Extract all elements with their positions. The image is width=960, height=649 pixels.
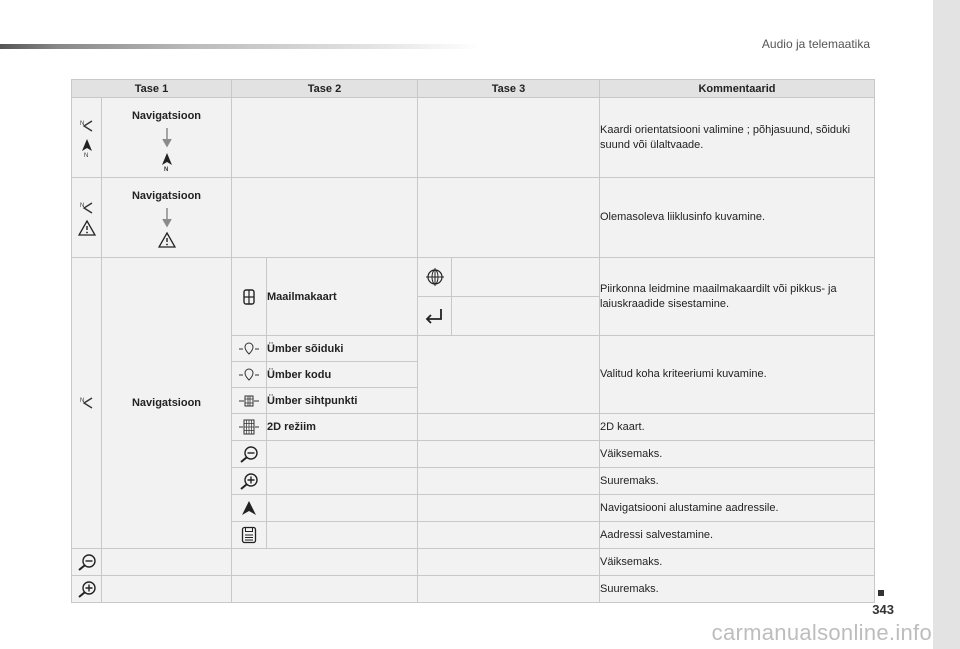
level1-nav-cell [102, 98, 232, 178]
location-pin-icon [238, 367, 260, 383]
empty-cell [102, 549, 232, 576]
empty-cell [452, 297, 600, 336]
save-icon [241, 526, 257, 544]
globe-icon-cell [418, 258, 452, 297]
comment-cell: 2D kaart. [600, 414, 875, 441]
comment-cell: Valitud koha kriteeriumi kuvamine. [600, 336, 875, 414]
table-row [72, 549, 875, 576]
around-destination-label: Ümber sihtpunkti [267, 388, 418, 414]
table-row [72, 178, 875, 258]
empty-cell [232, 576, 418, 603]
empty-cell [418, 468, 600, 495]
svg-text:N: N [163, 167, 168, 172]
navigation-label: Navigatsioon [131, 397, 202, 409]
location-icon-cell [232, 362, 267, 388]
comment-cell: Piirkonna leidmine maailmakaardilt või pikkus- ja laiuskraadide sisestamine. [600, 258, 875, 336]
save-icon-cell [232, 522, 267, 549]
mode-2d-label: 2D režiim [267, 414, 418, 441]
page-marker [878, 590, 884, 596]
warning-triangle-icon [78, 220, 96, 236]
header-level-1: Tase 1 [72, 80, 232, 98]
target-grid-icon [238, 393, 260, 409]
header-gradient-bar [0, 44, 480, 49]
svg-text:N: N [83, 152, 88, 158]
return-icon-cell [418, 297, 452, 336]
empty-cell [418, 414, 600, 441]
empty-cell [418, 495, 600, 522]
world-map-icon [240, 288, 258, 306]
page-number: 343 [872, 602, 894, 617]
comment-cell: Olemasoleva liiklusinfo kuvamine. [600, 178, 875, 258]
zoom-out-icon-cell [72, 549, 102, 576]
globe-grid-icon [425, 267, 445, 287]
section-title: Audio ja telemaatika [761, 37, 870, 51]
zoom-in-icon [76, 580, 98, 598]
table-row [72, 576, 875, 603]
navigation-map-icon [79, 395, 95, 411]
level1-icon-cell [72, 98, 102, 178]
header-level-3: Tase 3 [418, 80, 600, 98]
empty-cell [418, 178, 600, 258]
world-map-icon-cell [232, 258, 267, 336]
north-arrow-icon [80, 138, 94, 158]
empty-cell [267, 468, 418, 495]
level1-icon-cell [72, 178, 102, 258]
around-vehicle-label: Ümber sõiduki [267, 336, 418, 362]
empty-cell [418, 441, 600, 468]
comment-cell: Kaardi orientatsiooni valimine ; põhjasuund, sõiduki suund või ülaltvaade. [600, 98, 875, 178]
north-arrow-icon [160, 152, 174, 172]
grid-2d-icon [238, 418, 260, 436]
grid-icon-cell [232, 414, 267, 441]
location-icon-cell [232, 336, 267, 362]
empty-cell [267, 495, 418, 522]
level1-nav-cell [102, 258, 232, 549]
world-map-label: Maailmakaart [267, 258, 418, 336]
navigation-map-icon [79, 118, 95, 134]
empty-cell [267, 441, 418, 468]
side-strip [933, 0, 960, 649]
comment-cell: Väiksemaks. [600, 441, 875, 468]
zoom-out-icon [238, 445, 260, 463]
comment-cell: Suuremaks. [600, 468, 875, 495]
empty-cell [418, 522, 600, 549]
zoom-out-icon [76, 553, 98, 571]
comment-cell: Väiksemaks. [600, 549, 875, 576]
comment-cell: Navigatsiooni alustamine aadressile. [600, 495, 875, 522]
empty-cell [267, 522, 418, 549]
navigation-menu-table [71, 79, 875, 603]
watermark: carmanualsonline.info [711, 620, 932, 645]
empty-cell [452, 258, 600, 297]
empty-cell [418, 336, 600, 414]
empty-cell [418, 98, 600, 178]
header-level-2: Tase 2 [232, 80, 418, 98]
north-arrow-icon-cell [232, 495, 267, 522]
level1-icon-cell [72, 258, 102, 549]
down-arrow-icon [162, 128, 172, 148]
zoom-in-icon [238, 472, 260, 490]
table-row [72, 98, 875, 178]
warning-triangle-icon [158, 232, 176, 248]
comment-cell: Suuremaks. [600, 576, 875, 603]
empty-cell [232, 549, 418, 576]
navigation-map-icon [79, 200, 95, 216]
empty-cell [232, 178, 418, 258]
table-row [72, 258, 875, 297]
empty-cell [102, 576, 232, 603]
header-comments: Kommentaarid [600, 80, 875, 98]
level1-nav-cell [102, 178, 232, 258]
navigation-label: Navigatsioon [131, 110, 202, 122]
around-home-label: Ümber kodu [267, 362, 418, 388]
empty-cell [418, 576, 600, 603]
north-arrow-icon [241, 500, 257, 516]
svg-text:N: N [79, 398, 84, 404]
svg-text:N: N [79, 120, 84, 127]
location-pin-icon [238, 341, 260, 357]
zoom-in-icon-cell [72, 576, 102, 603]
zoom-in-icon-cell [232, 468, 267, 495]
navigation-label: Navigatsioon [131, 190, 202, 202]
table-header-row [72, 80, 875, 98]
comment-cell: Aadressi salvestamine. [600, 522, 875, 549]
svg-text:N: N [79, 202, 84, 209]
target-icon-cell [232, 388, 267, 414]
empty-cell [232, 98, 418, 178]
return-arrow-icon [424, 308, 446, 324]
down-arrow-icon [162, 208, 172, 228]
empty-cell [418, 549, 600, 576]
zoom-out-icon-cell [232, 441, 267, 468]
